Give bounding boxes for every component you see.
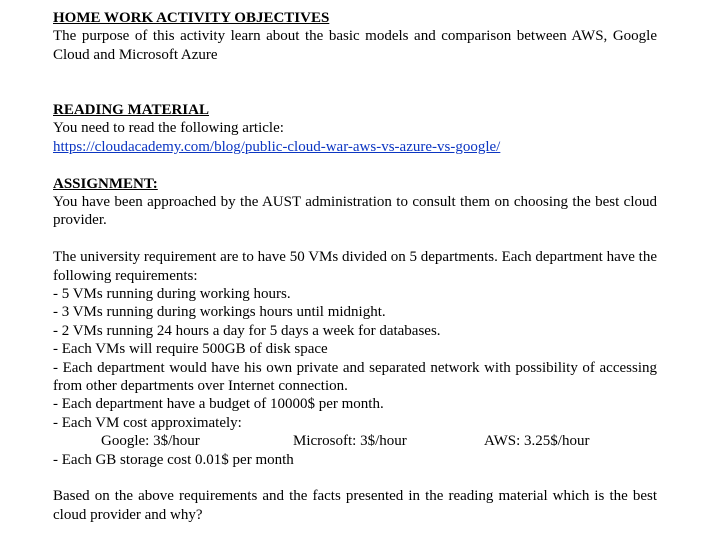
- requirement-item: - Each department have a budget of 10000$ per month.: [53, 396, 384, 413]
- spacer: [53, 83, 657, 101]
- article-link[interactable]: https://cloudacademy.com/blog/public-cloud-war-aws-vs-azure-vs-google/: [53, 138, 501, 155]
- requirement-item: - Each VM cost approximately:: [53, 414, 242, 431]
- requirement-item: - 5 VMs running during working hours.: [53, 286, 291, 303]
- requirements-intro: The university requirement are to have 50 VMs divided on 5 departments. Each department have the following requirements:: [53, 249, 657, 284]
- requirement-item: - Each department would have his own private and separated network with possibility of accessing from other departments over Internet connection.: [53, 359, 657, 395]
- requirement-item: - 2 VMs running 24 hours a day for 5 days a week for databases.: [53, 322, 441, 339]
- reading-heading: READING MATERIAL: [53, 102, 209, 118]
- article-link-line: [53, 138, 657, 156]
- spacer: [53, 64, 657, 82]
- microsoft-cost: Microsoft: 3$/hour: [293, 433, 407, 450]
- reading-intro: You need to read the following article:: [53, 120, 284, 137]
- vm-cost-row: [53, 432, 657, 450]
- requirement-item: - 3 VMs running during workings hours until midnight.: [53, 304, 386, 321]
- spacer: [53, 469, 657, 487]
- assignment-intro: You have been approached by the AUST administration to consult them on choosing the best cloud provider.: [53, 194, 657, 229]
- objectives-heading: HOME WORK ACTIVITY OBJECTIVES: [53, 10, 330, 26]
- storage-cost: - Each GB storage cost 0.01$ per month: [53, 451, 294, 468]
- aws-cost: AWS: 3.25$/hour: [484, 433, 590, 450]
- objectives-text: The purpose of this activity learn about the basic models and comparison between AWS, Google Cloud and Microsoft Azure: [53, 28, 657, 63]
- requirement-item: - Each VMs will require 500GB of disk space: [53, 341, 328, 358]
- spacer: [53, 156, 657, 174]
- spacer: [53, 230, 657, 248]
- google-cost: Google: 3$/hour: [101, 433, 200, 450]
- assignment-heading: ASSIGNMENT:: [53, 175, 158, 192]
- assignment-question: Based on the above requirements and the facts presented in the reading material which is the best cloud provider and why?: [53, 488, 657, 523]
- document: [53, 9, 657, 524]
